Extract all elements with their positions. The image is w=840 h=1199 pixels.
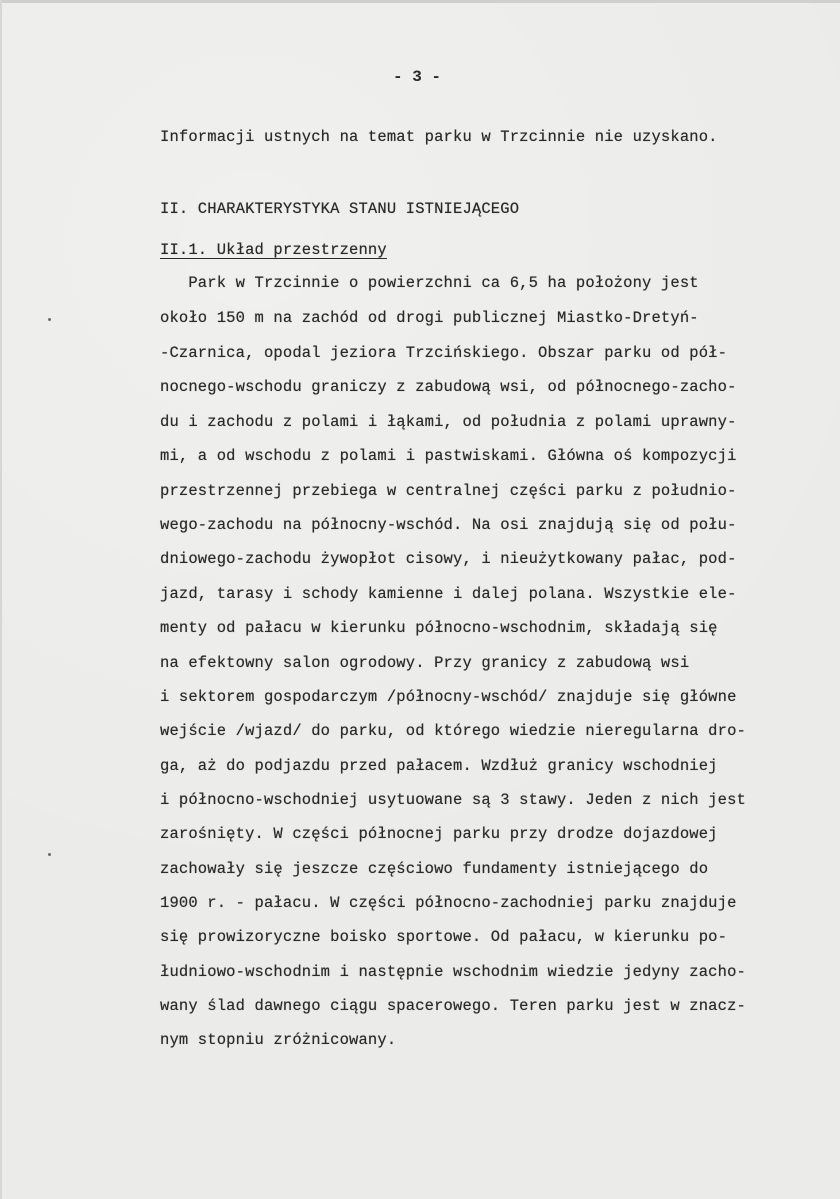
paragraph-line: -Czarnica, opodal jeziora Trzcińskiego. Obszar parku od pół- bbox=[160, 344, 728, 362]
paragraph-line: 1900 r. - pałacu. W części północno-zachodniej parku znajduje bbox=[160, 894, 737, 912]
paragraph-line: jazd, tarasy i schody kamienne i dalej polana. Wszystkie ele- bbox=[160, 585, 737, 603]
paragraph-line: przestrzennej przebiega w centralnej części parku z południo- bbox=[160, 482, 737, 500]
margin-mark bbox=[48, 853, 51, 856]
section-heading: II. CHARAKTERYSTYKA STANU ISTNIEJĄCEGO bbox=[160, 200, 520, 218]
paragraph-line: menty od pałacu w kierunku północno-wschodnim, składają się bbox=[160, 619, 718, 637]
paragraph-line: ga, aż do podjazdu przed pałacem. Wzdłuż granicy wschodniej bbox=[160, 757, 718, 775]
margin-mark bbox=[48, 318, 51, 321]
paragraph-line: nocnego-wschodu graniczy z zabudową wsi, od północnego-zacho- bbox=[160, 378, 737, 396]
paragraph-line: i północno-wschodniej usytuowane są 3 stawy. Jeden z nich jest bbox=[160, 791, 746, 809]
page-number: - 3 - bbox=[393, 68, 442, 86]
paragraph-line: zachowały się jeszcze częściowo fundamenty istniejącego do bbox=[160, 860, 709, 878]
paragraph-line: około 150 m na zachód od drogi publicznej Miastko-Dretyń- bbox=[160, 309, 699, 327]
paragraph-line: mi, a od wschodu z polami i pastwiskami. Główna oś kompozycji bbox=[160, 447, 737, 465]
paragraph-line: wego-zachodu na północny-wschód. Na osi znajdują się od połu- bbox=[160, 516, 737, 534]
paragraph-line: nym stopniu zróżnicowany. bbox=[160, 1031, 397, 1049]
paragraph-line: Park w Trzcinnie o powierzchni ca 6,5 ha położony jest bbox=[160, 274, 699, 292]
paragraph-line: zarośnięty. W części północnej parku przy drodze dojazdowej bbox=[160, 825, 718, 843]
paragraph-line: wany ślad dawnego ciągu spacerowego. Teren parku jest w znacz- bbox=[160, 997, 746, 1015]
subsection-heading: II.1. Układ przestrzenny bbox=[160, 241, 387, 259]
paragraph-line: i sektorem gospodarczym /północny-wschód/ znajduje się główne bbox=[160, 688, 737, 706]
paragraph-line: na efektowny salon ogrodowy. Przy granicy z zabudową wsi bbox=[160, 654, 690, 672]
page-top-edge bbox=[0, 0, 840, 3]
paragraph-line: dniowego-zachodu żywopłot cisowy, i nieużytkowany pałac, pod- bbox=[160, 550, 737, 568]
paragraph-line: się prowizoryczne boisko sportowe. Od pałacu, w kierunku po- bbox=[160, 928, 728, 946]
intro-line: Informacji ustnych na temat parku w Trzcinnie nie uzyskano. bbox=[160, 128, 718, 146]
paragraph-line: du i zachodu z polami i łąkami, od południa z polami uprawny- bbox=[160, 413, 737, 431]
paragraph-line: łudniowo-wschodnim i następnie wschodnim wiedzie jedyny zacho- bbox=[160, 963, 746, 981]
page-left-edge bbox=[0, 0, 2, 1199]
paragraph-line: wejście /wjazd/ do parku, od którego wiedzie nieregularna dro- bbox=[160, 722, 746, 740]
